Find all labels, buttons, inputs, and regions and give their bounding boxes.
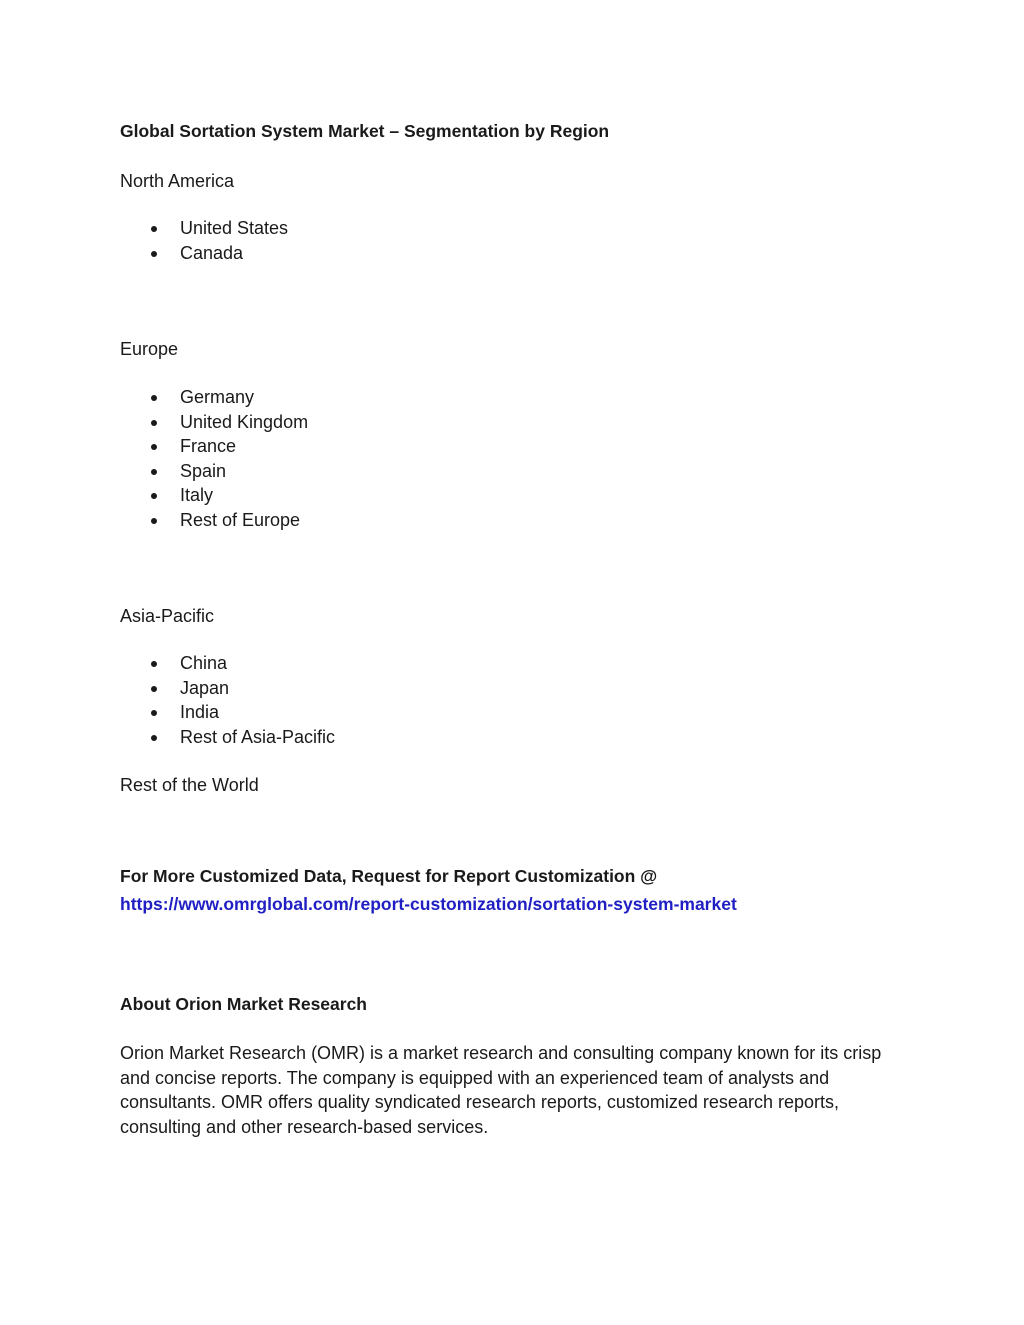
north-america-list <box>120 216 288 265</box>
list-item <box>120 725 335 750</box>
list-item-label: Italy <box>180 485 214 506</box>
list-item-label: United States <box>180 218 289 238</box>
bullet-icon <box>151 493 157 499</box>
customization-link-row <box>120 894 737 915</box>
list-item-label: United Kingdom <box>180 411 309 432</box>
bullet-icon <box>151 395 157 401</box>
bullet-icon <box>151 661 157 667</box>
list-item-label: Germany <box>180 387 255 407</box>
bullet-icon <box>151 710 157 716</box>
list-item-label: France <box>180 436 237 457</box>
customization-link[interactable]: https://www.omrglobal.com/report-customization/sortation-system-market <box>120 894 737 914</box>
bullet-icon <box>151 420 157 426</box>
region-north-america-title: North America <box>120 171 235 191</box>
list-item <box>120 410 308 435</box>
list-item-label: China <box>180 653 228 673</box>
bullet-icon <box>151 686 157 692</box>
bullet-icon <box>151 251 157 257</box>
about-body: Orion Market Research (OMR) is a market research and consulting company known for its crisp and concise reports. The company is equipped with an experienced team of analysts and consultants. OMR offers quality syndicated research reports, customized research reports, consulting and other research-based services. <box>120 1043 882 1137</box>
bullet-icon <box>151 469 157 475</box>
list-item-label: Spain <box>180 460 227 481</box>
list-item-label: Japan <box>180 677 230 698</box>
region-rest-of-world-title: Rest of the World <box>120 775 259 795</box>
list-item-label: Rest of Asia-Pacific <box>180 726 336 747</box>
list-item <box>120 459 308 484</box>
list-item <box>120 483 308 508</box>
customization-label: For More Customized Data, Request for Report Customization @ <box>120 866 658 886</box>
list-item-label: India <box>180 702 220 723</box>
bullet-icon <box>151 518 157 524</box>
list-item <box>120 651 335 676</box>
asia-pacific-list <box>120 651 335 749</box>
list-item <box>120 241 288 266</box>
list-item <box>120 676 335 701</box>
page-heading: Global Sortation System Market – Segmentation by Region <box>120 121 610 141</box>
list-item <box>120 216 288 241</box>
europe-list <box>120 385 308 533</box>
bullet-icon <box>151 735 157 741</box>
bullet-icon <box>151 444 157 450</box>
bullet-icon <box>151 226 157 232</box>
list-item <box>120 508 308 533</box>
list-item-label: Canada <box>180 242 244 263</box>
about-title: About Orion Market Research <box>120 994 367 1014</box>
list-item <box>120 434 308 459</box>
list-item-label: Rest of Europe <box>180 509 301 530</box>
list-item <box>120 700 335 725</box>
list-item <box>120 385 308 410</box>
region-asia-pacific-title: Asia-Pacific <box>120 606 215 626</box>
region-europe-title: Europe <box>120 339 179 359</box>
